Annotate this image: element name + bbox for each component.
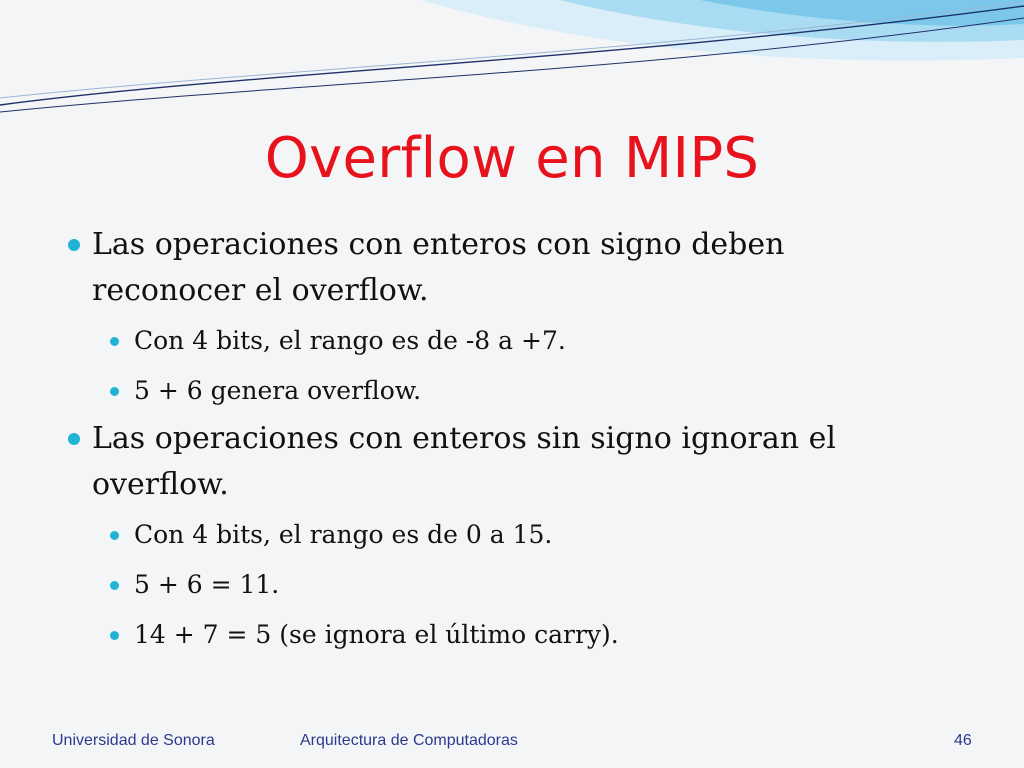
- sub-bullet-text: 14 + 7 = 5 (se ignora el último carry).: [134, 620, 619, 649]
- footer-course: Arquitectura de Computadoras: [300, 732, 518, 749]
- sub-bullet-item: [64, 366, 964, 416]
- bullet-dot-icon: [68, 433, 80, 445]
- sub-bullet-text: Con 4 bits, el rango es de 0 a 15.: [134, 520, 553, 549]
- bullet-line: overflow.: [92, 467, 229, 502]
- bullet-dot-icon: [110, 531, 119, 540]
- bullet-item: [64, 416, 964, 508]
- sub-bullet-item: [64, 610, 964, 660]
- header-wave-decoration: [0, 0, 1024, 130]
- bullet-dot-icon: [110, 631, 119, 640]
- sub-bullet-text: Con 4 bits, el rango es de -8 a +7.: [134, 326, 566, 355]
- sub-bullet-text: 5 + 6 genera overflow.: [134, 376, 422, 405]
- sub-bullet-item: [64, 316, 964, 366]
- bullet-dot-icon: [110, 581, 119, 590]
- bullet-item: [64, 222, 964, 314]
- bullet-list: [64, 222, 964, 660]
- sub-bullet-text: 5 + 6 = 11.: [134, 570, 280, 599]
- slide-title: Overflow en MIPS: [264, 126, 760, 191]
- footer-organization: Universidad de Sonora: [52, 732, 215, 749]
- slide-number: 46: [954, 732, 972, 749]
- sub-bullet-item: [64, 510, 964, 560]
- sub-bullet-item: [64, 560, 964, 610]
- bullet-dot-icon: [110, 387, 119, 396]
- bullet-line: Las operaciones con enteros sin signo ignoran el: [92, 421, 836, 456]
- bullet-line: Las operaciones con enteros con signo deben: [92, 227, 785, 262]
- bullet-dot-icon: [68, 239, 80, 251]
- bullet-line: reconocer el overflow.: [92, 273, 429, 308]
- bullet-dot-icon: [110, 337, 119, 346]
